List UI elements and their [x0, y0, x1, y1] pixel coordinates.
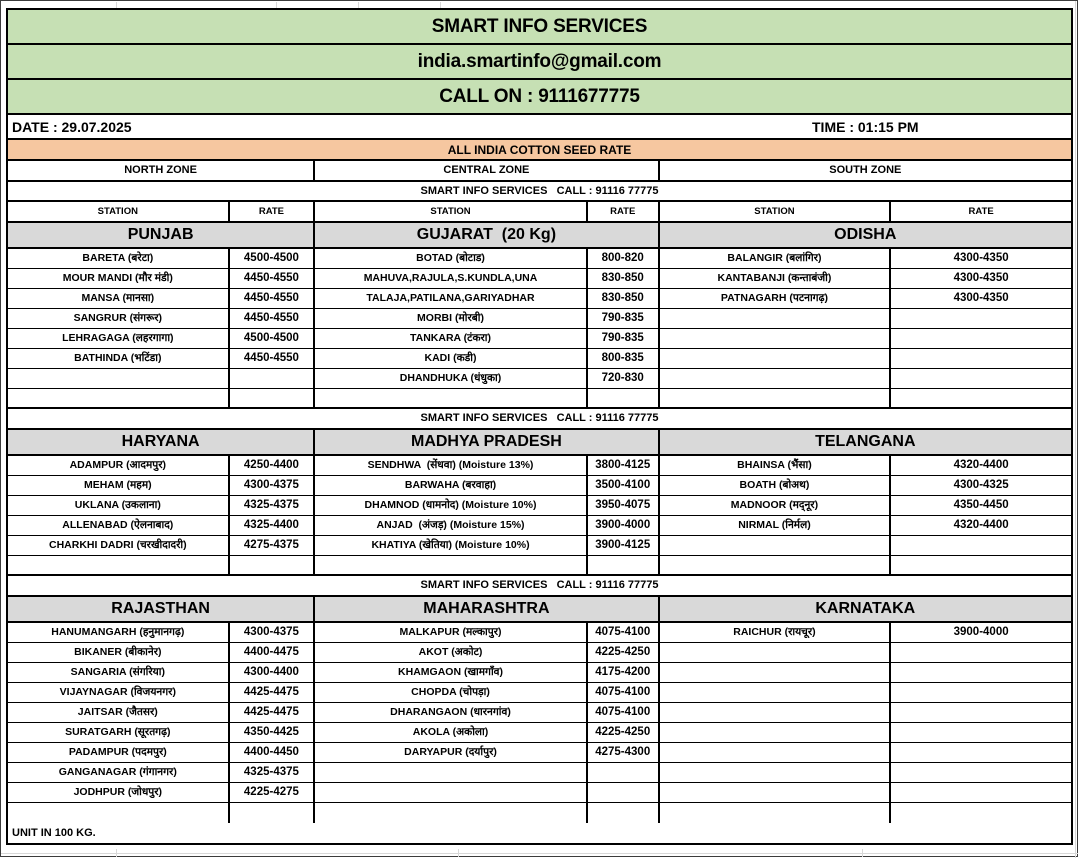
station-cell[interactable]: [660, 703, 892, 722]
sheet-gridline: [1, 853, 1078, 854]
table-row: [8, 803, 1071, 823]
rate-cell[interactable]: [588, 803, 660, 823]
rate-cell[interactable]: 4300-4350: [953, 251, 1009, 264]
unit-note[interactable]: UNIT IN 100 KG.: [12, 826, 96, 839]
station-cell[interactable]: GANGANAGAR (गंगानगर): [8, 763, 230, 782]
state-header-cell[interactable]: GUJARAT (20 Kg): [315, 223, 659, 247]
station-cell[interactable]: [660, 723, 892, 742]
station-cell[interactable]: DHARANGAON (धारनगांव): [315, 703, 588, 722]
column-header-station[interactable]: STATION: [660, 202, 892, 221]
rate-cell[interactable]: 4325-4400: [230, 516, 316, 535]
station-cell[interactable]: [660, 536, 892, 555]
station-cell[interactable]: [315, 803, 588, 823]
state-header-row: [8, 597, 1071, 623]
rate-cell[interactable]: 4300-4400: [230, 663, 316, 682]
rate-cell[interactable]: 790-835: [588, 329, 660, 348]
rate-cell[interactable]: 4300-4350: [953, 291, 1009, 304]
table-row: [8, 556, 1071, 576]
rate-cell[interactable]: [891, 556, 1071, 574]
rate-cell[interactable]: 4350-4425: [230, 723, 316, 742]
rate-cell[interactable]: 800-835: [588, 349, 660, 368]
table-row: [8, 703, 1071, 723]
rate-cell[interactable]: [891, 536, 1071, 555]
zone-header-row: [8, 161, 1071, 182]
rate-cell[interactable]: 790-835: [588, 309, 660, 328]
station-cell[interactable]: BOATH (बोअथ): [660, 476, 892, 495]
station-cell[interactable]: [660, 783, 892, 802]
station-cell[interactable]: KHATIYA (खेतिया) (Moisture 10%): [315, 536, 588, 555]
table-row: [8, 456, 1071, 476]
station-cell[interactable]: PADAMPUR (पदमपुर): [8, 743, 230, 762]
station-cell[interactable]: UKLANA (उकलाना): [8, 496, 230, 515]
rate-cell[interactable]: 4300-4325: [953, 478, 1009, 491]
info-line[interactable]: SMART INFO SERVICES CALL : 91116 77775: [420, 184, 659, 197]
station-cell[interactable]: JODHPUR (जोधपुर): [8, 783, 230, 802]
station-cell[interactable]: AKOLA (अकोला): [315, 723, 588, 742]
rate-cell[interactable]: 4075-4100: [588, 623, 660, 642]
rate-cell[interactable]: 720-830: [588, 369, 660, 388]
state-header-cell[interactable]: MAHARASHTRA: [315, 597, 659, 621]
company-email[interactable]: india.smartinfo@gmail.com: [417, 51, 662, 72]
station-cell[interactable]: SURATGARH (सूरतगढ़): [8, 723, 230, 742]
company-title[interactable]: SMART INFO SERVICES: [431, 16, 648, 37]
station-cell[interactable]: AKOT (अकोट): [315, 643, 588, 662]
station-cell[interactable]: [660, 663, 892, 682]
station-cell[interactable]: PATNAGARH (पटनागढ़): [660, 289, 892, 308]
rate-cell[interactable]: [891, 783, 1071, 802]
sections-container: [8, 223, 1071, 823]
rate-cell[interactable]: [891, 743, 1071, 762]
banner-title[interactable]: ALL INDIA COTTON SEED RATE: [447, 142, 632, 157]
station-cell[interactable]: VIJAYNAGAR (विजयनगर): [8, 683, 230, 702]
time-cell[interactable]: TIME : 01:15 PM: [812, 118, 919, 135]
station-cell[interactable]: SANGARIA (संगरिया): [8, 663, 230, 682]
state-header-cell[interactable]: MADHYA PRADESH: [315, 430, 659, 454]
station-cell[interactable]: KANTABANJI (कन्ताबंजी): [660, 269, 892, 288]
separator-text[interactable]: SMART INFO SERVICES CALL : 91116 77775: [420, 412, 659, 424]
sheet-gridline: [1075, 1, 1076, 858]
rate-cell[interactable]: 4450-4550: [230, 349, 316, 368]
date-cell[interactable]: DATE : 29.07.2025: [12, 118, 132, 135]
station-cell[interactable]: SENDHWA (सेंधवा) (Moisture 13%): [315, 456, 588, 475]
separator-text[interactable]: SMART INFO SERVICES CALL : 91116 77775: [420, 579, 659, 591]
rate-cell[interactable]: [891, 389, 1071, 407]
table-row: [8, 743, 1071, 763]
station-cell[interactable]: BOTAD (बोटाड): [315, 249, 588, 268]
station-cell[interactable]: TANKARA (टंकरा): [315, 329, 588, 348]
rate-cell[interactable]: 4225-4275: [230, 783, 316, 802]
sheet-gridline: [862, 849, 863, 857]
station-cell[interactable]: DHAMNOD (धामनोद) (Moisture 10%): [315, 496, 588, 515]
table-row: [8, 289, 1071, 309]
station-cell[interactable]: SANGRUR (संगरूर): [8, 309, 230, 328]
state-header-cell[interactable]: HARYANA: [8, 430, 315, 454]
station-cell[interactable]: [8, 389, 230, 407]
station-cell[interactable]: [660, 369, 892, 388]
state-header-cell[interactable]: TELANGANA: [660, 430, 1071, 454]
station-cell[interactable]: CHARKHI DADRI (चरखीदादरी): [8, 536, 230, 555]
rate-cell[interactable]: 4500-4500: [230, 329, 316, 348]
station-cell[interactable]: BARETA (बरेटा): [8, 249, 230, 268]
column-header-row: [8, 202, 1071, 223]
rate-cell[interactable]: [891, 349, 1071, 368]
table-row: [8, 389, 1071, 409]
rate-cell[interactable]: [891, 703, 1071, 722]
rate-cell[interactable]: [230, 556, 316, 574]
info-row: [8, 182, 1071, 202]
station-cell[interactable]: [660, 389, 892, 407]
rate-cell[interactable]: [891, 369, 1071, 388]
station-cell[interactable]: KHAMGAON (खामगाँव): [315, 663, 588, 682]
rate-cell[interactable]: 800-820: [588, 249, 660, 268]
rate-cell[interactable]: [588, 556, 660, 574]
table-row: [8, 516, 1071, 536]
separator-row: [8, 409, 1071, 430]
station-cell[interactable]: MORBI (मोरबी): [315, 309, 588, 328]
rate-cell[interactable]: 4075-4100: [588, 703, 660, 722]
station-cell[interactable]: [315, 783, 588, 802]
rate-cell[interactable]: 4325-4375: [230, 496, 316, 515]
unit-row: [8, 823, 1071, 843]
rate-cell[interactable]: [891, 309, 1071, 328]
rate-cell[interactable]: 4425-4475: [230, 683, 316, 702]
rate-cell[interactable]: 4300-4375: [230, 623, 316, 642]
date-time-row: [8, 115, 1071, 140]
rate-cell[interactable]: 3950-4075: [588, 496, 660, 515]
rate-cell[interactable]: [230, 369, 316, 388]
column-header-rate[interactable]: RATE: [230, 202, 316, 221]
rate-cell[interactable]: [230, 803, 316, 823]
rate-cell[interactable]: [588, 763, 660, 782]
state-header-cell[interactable]: ODISHA: [660, 223, 1071, 247]
table-row: [8, 643, 1071, 663]
rate-cell[interactable]: 3900-4000: [953, 625, 1009, 638]
station-cell[interactable]: MADNOOR (मद्नूर): [660, 496, 892, 515]
rate-cell[interactable]: [588, 389, 660, 407]
station-cell[interactable]: NIRMAL (निर्मल): [660, 516, 892, 535]
station-cell[interactable]: [660, 683, 892, 702]
call-row: [8, 80, 1071, 115]
station-cell[interactable]: [660, 743, 892, 762]
station-cell[interactable]: [315, 556, 588, 574]
column-header-rate[interactable]: RATE: [968, 205, 994, 217]
station-cell[interactable]: [660, 309, 892, 328]
state-header-row: [8, 223, 1071, 249]
rate-cell[interactable]: 4300-4375: [230, 476, 316, 495]
table-row: [8, 723, 1071, 743]
rate-cell[interactable]: [891, 763, 1071, 782]
station-cell[interactable]: [8, 556, 230, 574]
table-row: [8, 496, 1071, 516]
table-row: [8, 683, 1071, 703]
rate-cell[interactable]: 4450-4550: [230, 309, 316, 328]
station-cell[interactable]: BATHINDA (भटिंडा): [8, 349, 230, 368]
rate-cell[interactable]: 4450-4550: [230, 269, 316, 288]
table-row: [8, 783, 1071, 803]
title-row: [8, 10, 1071, 45]
rate-cell[interactable]: 3900-4000: [588, 516, 660, 535]
rate-cell[interactable]: 4350-4450: [953, 498, 1009, 511]
station-cell[interactable]: ADAMPUR (आदमपुर): [8, 456, 230, 475]
station-cell[interactable]: [315, 763, 588, 782]
banner-row: [8, 140, 1071, 161]
station-cell[interactable]: [660, 643, 892, 662]
rate-cell[interactable]: 4075-4100: [588, 683, 660, 702]
rate-cell[interactable]: 4225-4250: [588, 643, 660, 662]
rate-cell[interactable]: 4275-4300: [588, 743, 660, 762]
table-row: [8, 623, 1071, 643]
zone-north[interactable]: NORTH ZONE: [8, 161, 315, 180]
rate-cell[interactable]: 830-850: [588, 289, 660, 308]
rate-cell[interactable]: 830-850: [588, 269, 660, 288]
station-cell[interactable]: BARWAHA (बरवाहा): [315, 476, 588, 495]
rate-cell[interactable]: 4250-4400: [230, 456, 316, 475]
station-cell[interactable]: [660, 803, 892, 823]
rate-cell[interactable]: 4320-4400: [953, 518, 1009, 531]
rate-cell[interactable]: 4500-4500: [230, 249, 316, 268]
table-row: [8, 663, 1071, 683]
station-cell[interactable]: MEHAM (महम): [8, 476, 230, 495]
station-cell[interactable]: [8, 803, 230, 823]
table-row: [8, 329, 1071, 349]
station-cell[interactable]: MOUR MANDI (मौर मंडी): [8, 269, 230, 288]
rate-table: [6, 8, 1073, 845]
station-cell[interactable]: TALAJA,PATILANA,GARIYADHAR: [315, 289, 588, 308]
rate-cell[interactable]: 4275-4375: [230, 536, 316, 555]
table-row: [8, 476, 1071, 496]
station-cell[interactable]: BIKANER (बीकानेर): [8, 643, 230, 662]
rate-cell[interactable]: [588, 783, 660, 802]
column-header-station[interactable]: STATION: [315, 202, 588, 221]
table-row: [8, 349, 1071, 369]
rate-cell[interactable]: [891, 663, 1071, 682]
email-row: [8, 45, 1071, 80]
rate-cell[interactable]: 4450-4550: [230, 289, 316, 308]
station-cell[interactable]: BALANGIR (बलांगिर): [660, 249, 892, 268]
rate-cell[interactable]: 3800-4125: [588, 456, 660, 475]
state-header-cell[interactable]: PUNJAB: [8, 223, 315, 247]
station-cell[interactable]: [660, 556, 892, 574]
rate-cell[interactable]: [230, 389, 316, 407]
table-row: [8, 249, 1071, 269]
rate-cell[interactable]: [891, 643, 1071, 662]
station-cell[interactable]: CHOPDA (चोपड़ा): [315, 683, 588, 702]
station-cell[interactable]: [660, 763, 892, 782]
station-cell[interactable]: MALKAPUR (मल्कापुर): [315, 623, 588, 642]
table-row: [8, 309, 1071, 329]
station-cell[interactable]: RAICHUR (रायचूर): [660, 623, 892, 642]
station-cell[interactable]: ANJAD (अंजड़) (Moisture 15%): [315, 516, 588, 535]
state-header-cell[interactable]: KARNATAKA: [660, 597, 1071, 621]
rate-cell[interactable]: [891, 683, 1071, 702]
station-cell[interactable]: [660, 329, 892, 348]
rate-cell[interactable]: 4400-4450: [230, 743, 316, 762]
rate-cell[interactable]: [891, 803, 1071, 823]
rate-cell[interactable]: 4225-4250: [588, 723, 660, 742]
table-row: [8, 763, 1071, 783]
state-header-cell[interactable]: RAJASTHAN: [8, 597, 315, 621]
rate-cell[interactable]: 4300-4350: [953, 271, 1009, 284]
rate-cell[interactable]: 4320-4400: [953, 458, 1009, 471]
rate-cell[interactable]: 3500-4100: [588, 476, 660, 495]
table-row: [8, 269, 1071, 289]
station-cell[interactable]: ALLENABAD (ऐलनाबाद): [8, 516, 230, 535]
call-number[interactable]: CALL ON : 9111677775: [439, 86, 640, 107]
table-row: [8, 536, 1071, 556]
column-header-rate[interactable]: RATE: [588, 202, 660, 221]
station-cell[interactable]: DARYAPUR (दर्यापुर): [315, 743, 588, 762]
station-cell[interactable]: KADI (कडी): [315, 349, 588, 368]
separator-row: [8, 576, 1071, 597]
station-cell[interactable]: LEHRAGAGA (लहरगागा): [8, 329, 230, 348]
station-cell[interactable]: BHAINSA (भैंसा): [660, 456, 892, 475]
rate-cell[interactable]: 4325-4375: [230, 763, 316, 782]
column-header-station[interactable]: STATION: [8, 202, 230, 221]
rate-cell[interactable]: 4400-4475: [230, 643, 316, 662]
rate-cell[interactable]: 4425-4475: [230, 703, 316, 722]
state-header-row: [8, 430, 1071, 456]
station-cell[interactable]: [660, 349, 892, 368]
station-cell[interactable]: DHANDHUKA (धंधुका): [315, 369, 588, 388]
sheet-gridline: [458, 849, 459, 857]
rate-cell[interactable]: 4175-4200: [588, 663, 660, 682]
sheet-gridline: [116, 849, 117, 857]
station-cell[interactable]: MAHUVA,RAJULA,S.KUNDLA,UNA: [315, 269, 588, 288]
table-row: [8, 369, 1071, 389]
zone-central[interactable]: CENTRAL ZONE: [315, 161, 659, 180]
rate-cell[interactable]: [891, 723, 1071, 742]
station-cell[interactable]: MANSA (मानसा): [8, 289, 230, 308]
station-cell[interactable]: [8, 369, 230, 388]
zone-south[interactable]: SOUTH ZONE: [829, 164, 902, 176]
rate-cell[interactable]: [891, 329, 1071, 348]
station-cell[interactable]: [315, 389, 588, 407]
rate-cell[interactable]: 3900-4125: [588, 536, 660, 555]
station-cell[interactable]: JAITSAR (जैतसर): [8, 703, 230, 722]
station-cell[interactable]: HANUMANGARH (हनुमानगढ़): [8, 623, 230, 642]
